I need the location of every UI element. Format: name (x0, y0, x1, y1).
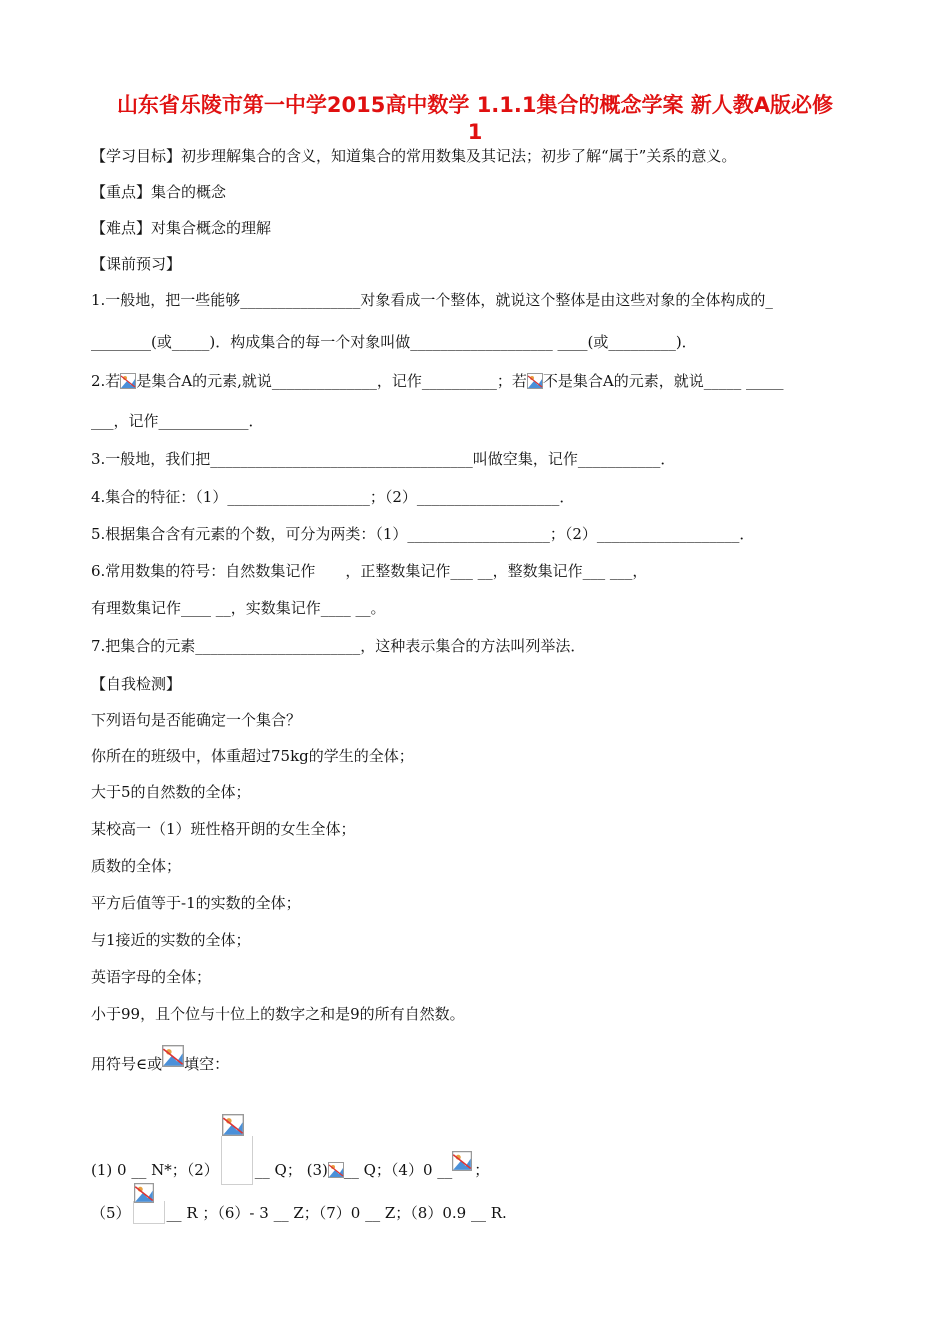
preview-item-3: 3.一般地，我们把___________________________________叫做空集，记作___________． (91, 450, 676, 468)
broken-image-icon (134, 1183, 154, 1203)
key-point: 【重点】集合的概念 (91, 183, 227, 201)
statement-5: 平方后值等于-1的实数的全体； (91, 894, 301, 912)
preview-item-1: 1.一般地，把一些能够________________对象看成一个整体，就说这个整体是由这些对象的全体构成的_ (91, 291, 773, 309)
question-prompt: 下列语句是否能确定一个集合？ (91, 711, 302, 729)
preview-item-2-a: 2.若 (91, 372, 121, 390)
exercise-row-1-p1: (1) 0 __ N*；（2） (91, 1161, 219, 1179)
self-check-heading: 【自我检测】 (91, 675, 182, 693)
exercise-row-1-p4: ； (474, 1161, 490, 1179)
difficult-point: 【难点】对集合概念的理解 (91, 219, 272, 237)
preview-item-4: 4.集合的特征：（1）___________________；（2）___________________． (91, 488, 575, 506)
image-frame (221, 1136, 253, 1185)
preview-item-2-cont: ___，记作____________． (91, 412, 264, 430)
statement-1: 你所在的班级中，体重超过75kg的学生的全体； (91, 747, 414, 765)
preview-item-7: 7.把集合的元素______________________，这种表示集合的方法叫列举法． (91, 637, 586, 655)
statement-7: 英语字母的全体； (91, 968, 212, 986)
broken-image-icon (120, 373, 136, 389)
exercise-row-1-p2: __ Q； (3) (254, 1161, 328, 1179)
preview-item-1-cont: ________(或_____)．构成集合的每一个对象叫做___________________ ____(或_________)． (91, 333, 697, 351)
learning-goal: 【学习目标】初步理解集合的含义，知道集合的常用数集及其记法；初步了解“属于”关系的意义。 (91, 147, 737, 165)
fill-in-a: 用符号∈或 (91, 1055, 163, 1073)
fill-in-instruction (91, 1045, 229, 1074)
title-line-1: 山东省乐陵市第一中学2015高中数学 1.1.1集合的概念学案 新人教A版必修 (116, 93, 834, 117)
preview-item-5: 5.根据集合含有元素的个数，可分为两类：（1）___________________；（2）___________________． (91, 525, 755, 543)
preview-item-2-b: 是集合A的元素,就说______________，记作__________；若 (136, 372, 527, 390)
preview-item-2-c: 不是集合A的元素，就说_____ _____ (542, 372, 784, 390)
broken-image-icon (222, 1114, 244, 1136)
preview-item-2 (91, 371, 784, 391)
statement-8: 小于99，且个位与十位上的数字之和是9的所有自然数。 (91, 1005, 465, 1023)
broken-image-icon (328, 1162, 344, 1178)
exercise-row-2 (91, 1201, 507, 1224)
statement-6: 与1接近的实数的全体； (91, 931, 251, 949)
broken-image-icon (452, 1151, 474, 1173)
exercise-row-1 (91, 1136, 489, 1185)
title-line-2: 1 (467, 120, 483, 144)
fill-in-b: 填空： (184, 1055, 230, 1073)
image-frame (133, 1201, 165, 1224)
statement-3: 某校高一（1）班性格开朗的女生全体； (91, 820, 356, 838)
exercise-row-2-p1: （5） (91, 1204, 131, 1222)
statement-2: 大于5的自然数的全体； (91, 783, 251, 801)
broken-image-icon (527, 373, 543, 389)
preview-heading: 【课前预习】 (91, 255, 182, 273)
exercise-row-1-p3: __ Q；（4）0 __ (343, 1161, 453, 1179)
document-title (60, 92, 890, 146)
exercise-row-2-p2: __ R ；（6）- 3 __ Z；（7）0 __ Z；（8）0.9 __ R. (166, 1204, 507, 1222)
statement-4: 质数的全体； (91, 857, 182, 875)
preview-item-6: 6.常用数集的符号：自然数集记作 ，正整数集记作___ __，整数集记作___ ___， (91, 562, 648, 580)
broken-image-icon (162, 1045, 184, 1067)
preview-item-6-cont: 有理数集记作____ __，实数集记作____ __。 (91, 599, 386, 617)
